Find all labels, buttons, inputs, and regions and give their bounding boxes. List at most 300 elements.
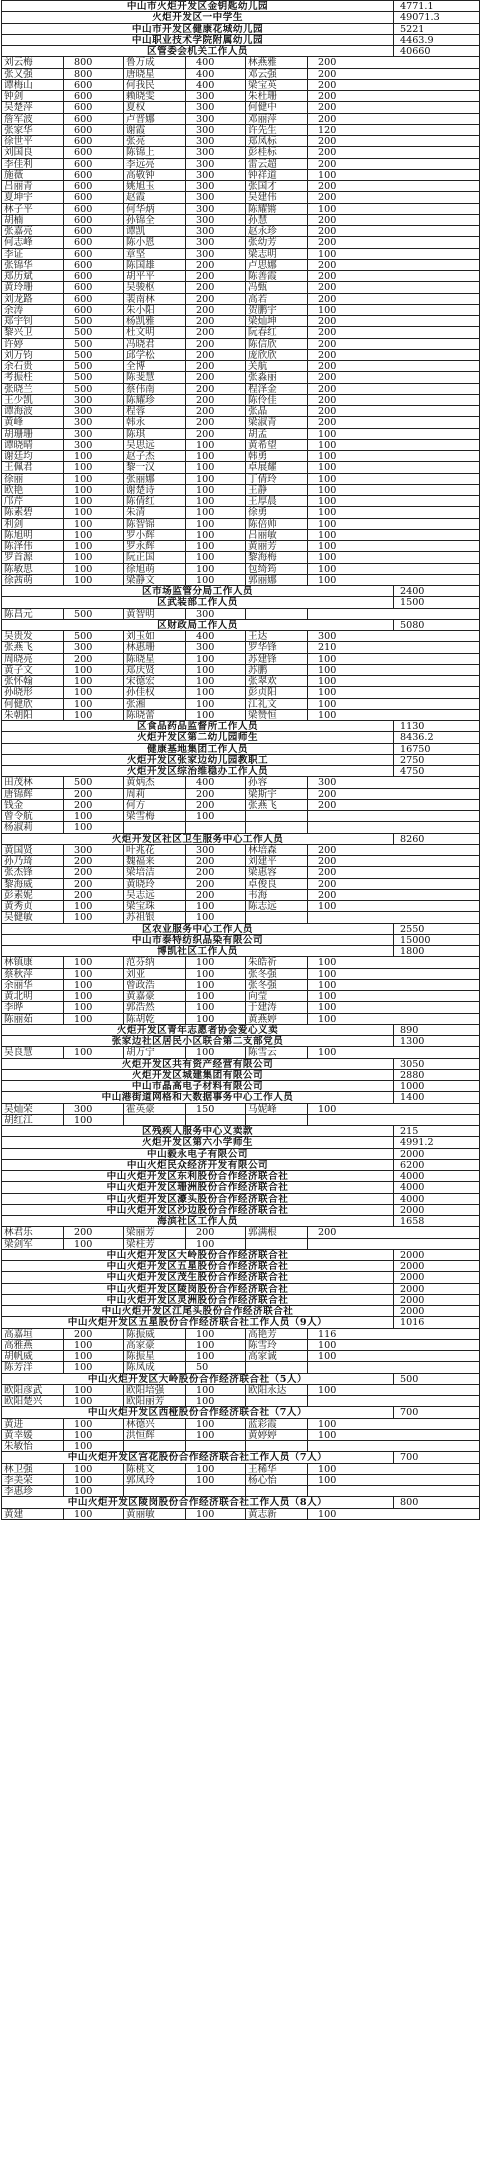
donation-amount: 200 <box>308 271 480 281</box>
donor-name: 林镇康 <box>2 957 64 967</box>
section-total: 500 <box>394 1374 480 1384</box>
donor-name: 吴建伟 <box>246 192 308 202</box>
donation-amount: 100 <box>186 957 246 967</box>
section-total: 1300 <box>394 1036 480 1046</box>
section-header-row <box>2 924 480 935</box>
section-header-row <box>2 1306 480 1317</box>
section-total: 4000 <box>394 1182 480 1192</box>
donor-name: 施薇 <box>2 170 64 180</box>
donation-amount: 200 <box>64 879 124 889</box>
donation-amount: 100 <box>186 1340 246 1350</box>
donor-name: 韦海 <box>246 890 308 900</box>
donor-name: 李晔 <box>2 1002 64 1012</box>
donor-name: 梁宝英 <box>246 80 308 90</box>
donor-name: 孙乃琦 <box>2 856 64 866</box>
section-header-row <box>2 1137 480 1148</box>
donor-name: 田茂林 <box>2 777 64 787</box>
donor-name: 李佳利 <box>2 159 64 169</box>
donor-name: 谭晓晴 <box>2 440 64 450</box>
donation-amount: 200 <box>186 879 246 889</box>
donation-amount: 100 <box>64 1002 124 1012</box>
donation-amount: 100 <box>186 969 246 979</box>
donation-amount: 100 <box>186 440 246 450</box>
donor-name: 关航 <box>246 361 308 371</box>
section-header-row <box>2 721 480 732</box>
section-title: 中山火炬开发区大岭股份合作经济联合社 <box>2 1250 394 1260</box>
table-row <box>2 451 480 462</box>
table-row <box>2 125 480 136</box>
donation-amount: 600 <box>64 91 124 101</box>
donation-amount: 100 <box>308 575 480 585</box>
donation-amount: 100 <box>64 710 124 720</box>
donor-name: 陈信欣 <box>246 339 308 349</box>
table-row <box>2 384 480 395</box>
donation-amount: 200 <box>308 339 480 349</box>
donor-name: 吕丽敏 <box>246 530 308 540</box>
donation-amount: 100 <box>64 1486 124 1496</box>
donor-name: 邓丽萍 <box>246 114 308 124</box>
table-row <box>2 1340 480 1351</box>
section-total: 2550 <box>394 924 480 934</box>
donor-name: 张丽娜 <box>124 474 186 484</box>
donation-amount: 100 <box>308 1014 480 1024</box>
donor-name: 陈桃文 <box>124 1464 186 1474</box>
section-total: 2000 <box>394 1306 480 1316</box>
donation-amount: 100 <box>186 1396 246 1406</box>
donation-amount: 200 <box>186 316 246 326</box>
donation-amount: 100 <box>64 485 124 495</box>
donor-name: 赵霞 <box>124 192 186 202</box>
donor-name: 刘云梅 <box>2 57 64 67</box>
donor-name: 梁静文 <box>124 575 186 585</box>
donor-name: 郑庆贤 <box>124 665 186 675</box>
table-row <box>2 339 480 350</box>
section-title: 中山毅永电子有限公司 <box>2 1149 394 1159</box>
donor-name: 向莹 <box>246 991 308 1001</box>
donation-amount: 200 <box>308 159 480 169</box>
section-total: 215 <box>394 1126 480 1136</box>
section-title: 中山市晶高电子材料有限公司 <box>2 1081 394 1091</box>
donor-name: 吴思远 <box>124 440 186 450</box>
donation-amount: 100 <box>186 699 246 709</box>
section-header-row <box>2 1374 480 1385</box>
donation-amount: 100 <box>186 552 246 562</box>
table-row <box>2 676 480 687</box>
donor-name: 朱小阳 <box>124 305 186 315</box>
table-row <box>2 519 480 530</box>
donor-name: 苏祖银 <box>124 912 186 922</box>
donor-name: 徐茜萌 <box>2 575 64 585</box>
donation-amount: 100 <box>308 530 480 540</box>
donor-name: 吴良慧 <box>2 1047 64 1057</box>
donor-name: 黎海梅 <box>246 552 308 562</box>
donor-name: 陈昌元 <box>2 609 64 619</box>
donation-amount: 100 <box>186 1419 246 1429</box>
donation-amount: 100 <box>308 687 480 697</box>
donation-amount: 200 <box>308 260 480 270</box>
donor-name: 梁宝珠 <box>124 901 186 911</box>
donation-amount: 100 <box>64 1441 124 1451</box>
section-total: 2000 <box>394 1295 480 1305</box>
donor-name: 黄晓玲 <box>124 879 186 889</box>
section-header-row <box>2 946 480 957</box>
donation-amount: 200 <box>308 136 480 146</box>
section-header-row <box>2 1025 480 1036</box>
donor-name: 郭丽娜 <box>246 575 308 585</box>
table-row <box>2 665 480 676</box>
donor-name: 孙佳权 <box>124 687 186 697</box>
donation-amount: 100 <box>308 1464 480 1474</box>
donation-amount: 500 <box>64 372 124 382</box>
donation-amount: 300 <box>186 181 246 191</box>
donation-amount: 200 <box>64 856 124 866</box>
donation-amount: 500 <box>64 631 124 641</box>
donation-amount: 300 <box>64 406 124 416</box>
donor-name: 刘龙路 <box>2 294 64 304</box>
donor-name: 朱皓祈 <box>246 957 308 967</box>
donation-amount <box>186 822 246 832</box>
table-row <box>2 957 480 968</box>
section-title: 中山火炬开发区陵岗股份合作经济联合社 <box>2 1284 394 1294</box>
donation-amount: 600 <box>64 125 124 135</box>
donation-amount: 300 <box>308 631 480 641</box>
table-row <box>2 530 480 541</box>
donor-name: 黄子文 <box>2 665 64 675</box>
table-row <box>2 417 480 428</box>
table-row <box>2 1441 480 1452</box>
donation-amount <box>308 1239 480 1249</box>
donor-name <box>246 1396 308 1406</box>
section-total: 2000 <box>394 1272 480 1282</box>
donation-amount: 300 <box>64 417 124 427</box>
table-row <box>2 1486 480 1497</box>
donor-name: 陈泽伟 <box>2 541 64 551</box>
donor-name: 雷云超 <box>246 159 308 169</box>
donation-amount: 200 <box>308 192 480 202</box>
donor-name <box>124 1441 186 1451</box>
donor-name: 杜文明 <box>124 327 186 337</box>
donation-amount: 100 <box>308 1351 480 1361</box>
donor-name: 鲁万成 <box>124 57 186 67</box>
donation-amount: 800 <box>64 69 124 79</box>
section-total: 700 <box>394 1407 480 1417</box>
donation-amount: 100 <box>308 676 480 686</box>
donation-amount: 200 <box>186 282 246 292</box>
section-total: 8260 <box>394 834 480 844</box>
donation-amount: 200 <box>186 294 246 304</box>
section-title: 中山火炬开发区灵洲股份合作经济联合社 <box>2 1295 394 1305</box>
section-total: 1000 <box>394 1081 480 1091</box>
section-header-row <box>2 1059 480 1070</box>
donation-amount: 100 <box>64 552 124 562</box>
donor-name: 陈志远 <box>246 901 308 911</box>
section-total: 2000 <box>394 1284 480 1294</box>
donation-amount: 100 <box>308 451 480 461</box>
donation-amount: 100 <box>64 1509 124 1519</box>
donor-name <box>124 822 186 832</box>
donation-amount: 100 <box>64 687 124 697</box>
section-title: 中山火炬开发区五星股份合作经济联合社 <box>2 1261 394 1271</box>
section-header-row <box>2 1452 480 1463</box>
donation-amount: 100 <box>186 462 246 472</box>
table-row <box>2 305 480 316</box>
donation-amount: 100 <box>186 676 246 686</box>
donor-name: 张幼芳 <box>246 237 308 247</box>
donor-name: 吴灿荣 <box>2 1104 64 1114</box>
donor-name: 陈倍帅 <box>246 519 308 529</box>
section-header-row <box>2 732 480 743</box>
donation-amount: 100 <box>308 901 480 911</box>
donor-name: 罗首源 <box>2 552 64 562</box>
donation-amount: 200 <box>186 339 246 349</box>
donor-name: 曾政浩 <box>124 980 186 990</box>
table-row <box>2 1329 480 1340</box>
donor-name: 洪恒辉 <box>124 1430 186 1440</box>
donor-name: 梁志明 <box>246 249 308 259</box>
section-total: 40660 <box>394 46 480 56</box>
table-row <box>2 496 480 507</box>
donor-name: 梁灿坤 <box>246 316 308 326</box>
donation-amount: 100 <box>186 451 246 461</box>
donation-amount: 100 <box>186 654 246 664</box>
donation-amount: 100 <box>308 1430 480 1440</box>
donor-name: 陈伶佳 <box>246 395 308 405</box>
section-title: 海滨社区工作人员 <box>2 1216 394 1226</box>
donor-name: 陈耀锵 <box>246 204 308 214</box>
donation-amount: 100 <box>186 1047 246 1057</box>
table-row <box>2 991 480 1002</box>
donor-name: 叶兆花 <box>124 845 186 855</box>
donation-amount: 100 <box>308 564 480 574</box>
donor-name: 胡平平 <box>124 271 186 281</box>
section-title: 区管委会机关工作人员 <box>2 46 394 56</box>
table-row <box>2 69 480 80</box>
donor-name: 张燕飞 <box>246 800 308 810</box>
donor-name: 于建涛 <box>246 1002 308 1012</box>
donor-name: 吴志远 <box>124 890 186 900</box>
donation-amount: 600 <box>64 136 124 146</box>
donation-amount: 300 <box>64 395 124 405</box>
section-total: 5221 <box>394 24 480 34</box>
donation-amount: 200 <box>308 800 480 810</box>
donation-amount: 800 <box>64 57 124 67</box>
donation-amount: 100 <box>64 1115 124 1125</box>
table-row <box>2 1475 480 1486</box>
donation-amount: 500 <box>64 609 124 619</box>
donor-name: 陈振星 <box>124 1351 186 1361</box>
section-header-row <box>2 1216 480 1227</box>
donor-name: 赵子杰 <box>124 451 186 461</box>
table-row <box>2 1464 480 1475</box>
donor-name: 邓云强 <box>246 69 308 79</box>
donation-amount: 100 <box>308 1385 480 1395</box>
donor-name: 余涛 <box>2 305 64 315</box>
donation-amount: 300 <box>186 609 246 619</box>
donation-amount: 200 <box>308 282 480 292</box>
donation-amount: 200 <box>186 856 246 866</box>
section-total: 2000 <box>394 1250 480 1260</box>
section-title: 中山火炬开发区沙边股份合作经济联合社 <box>2 1205 394 1215</box>
table-row <box>2 485 480 496</box>
donor-name: 陈斐慧 <box>124 372 186 382</box>
donation-amount: 100 <box>308 1509 480 1519</box>
section-title: 区财政局工作人员 <box>2 620 394 630</box>
donor-name: 冯甄 <box>246 282 308 292</box>
donation-amount: 200 <box>186 890 246 900</box>
section-header-row <box>2 620 480 631</box>
donation-amount: 300 <box>64 429 124 439</box>
section-total: 2000 <box>394 1205 480 1215</box>
table-row <box>2 980 480 991</box>
donation-amount: 100 <box>64 519 124 529</box>
donation-amount: 100 <box>64 1475 124 1485</box>
donor-name: 梁惠容 <box>246 867 308 877</box>
table-row <box>2 294 480 305</box>
donor-name: 唐晓星 <box>124 69 186 79</box>
donor-name: 黎兴卫 <box>2 327 64 337</box>
donor-name: 黎一汉 <box>124 462 186 472</box>
table-row <box>2 395 480 406</box>
table-row <box>2 114 480 125</box>
donation-amount: 200 <box>186 350 246 360</box>
donation-amount: 200 <box>186 271 246 281</box>
donor-name <box>246 912 308 922</box>
donor-name: 赖晓雯 <box>124 91 186 101</box>
donation-amount: 100 <box>186 912 246 922</box>
donor-name <box>124 1486 186 1496</box>
section-total: 2000 <box>394 1149 480 1159</box>
donor-name: 利剑 <box>2 519 64 529</box>
donation-amount: 600 <box>64 260 124 270</box>
donor-name: 孙晓形 <box>2 687 64 697</box>
section-title: 区残疾人服务中心义卖款 <box>2 1126 394 1136</box>
donation-amount: 600 <box>64 102 124 112</box>
table-row <box>2 181 480 192</box>
section-total: 16750 <box>394 744 480 754</box>
donor-name: 胡万宁 <box>124 1047 186 1057</box>
donation-amount: 400 <box>186 777 246 787</box>
donation-amount: 300 <box>186 159 246 169</box>
section-total: 4771.1 <box>394 1 480 11</box>
section-title: 中山火炬开发区宫花股份合作经济联合社工作人员（7人） <box>2 1452 394 1462</box>
section-title: 区食品药品监督所工作人员 <box>2 721 394 731</box>
section-title: 中山职业技术学院附属幼儿园 <box>2 35 394 45</box>
donation-amount: 200 <box>308 327 480 337</box>
donation-amount: 100 <box>64 1239 124 1249</box>
section-header-row <box>2 766 480 777</box>
section-title: 火炬开发区一中学生 <box>2 12 394 22</box>
donation-amount: 200 <box>308 417 480 427</box>
donor-name: 张晶 <box>246 406 308 416</box>
donation-amount: 100 <box>308 429 480 439</box>
section-header-row <box>2 1036 480 1047</box>
section-title: 区市场监管分局工作人员 <box>2 586 394 596</box>
donor-name: 朱朝阳 <box>2 710 64 720</box>
section-header-row <box>2 1295 480 1306</box>
donor-name: 谢廷均 <box>2 451 64 461</box>
donor-name: 高艳芳 <box>246 1329 308 1339</box>
section-header-row <box>2 1497 480 1508</box>
donation-amount: 500 <box>64 350 124 360</box>
section-title: 健康基地集团工作人员 <box>2 744 394 754</box>
donor-name: 夏坤宇 <box>2 192 64 202</box>
table-row <box>2 57 480 68</box>
donor-name: 谢楚诗 <box>124 485 186 495</box>
donor-name: 蔡秋萍 <box>2 969 64 979</box>
table-row <box>2 654 480 665</box>
section-title: 中山火炬开发区茂生股份合作经济联合社 <box>2 1272 394 1282</box>
donation-amount: 200 <box>64 1329 124 1339</box>
section-header-row <box>2 1284 480 1295</box>
donation-amount: 200 <box>186 327 246 337</box>
donor-name: 黄峰 <box>2 417 64 427</box>
donor-name: 苏鹏 <box>246 665 308 675</box>
section-total: 1500 <box>394 597 480 607</box>
table-row <box>2 609 480 620</box>
section-title: 中山市泰特纺织品染有限公司 <box>2 935 394 945</box>
section-title: 区武装部工作人员 <box>2 597 394 607</box>
donor-name: 庞欣欣 <box>246 350 308 360</box>
table-row <box>2 271 480 282</box>
section-total: 700 <box>394 1452 480 1462</box>
section-header-row <box>2 1205 480 1216</box>
donation-amount: 100 <box>186 1430 246 1440</box>
donor-name: 梁淑青 <box>246 417 308 427</box>
donation-amount: 100 <box>186 1329 246 1339</box>
donor-name: 许先生 <box>246 125 308 135</box>
donor-name: 刘建平 <box>246 856 308 866</box>
donation-amount: 200 <box>308 789 480 799</box>
donation-amount: 200 <box>308 406 480 416</box>
donation-amount: 200 <box>308 215 480 225</box>
section-title: 中山火炬开发区东利股份合作经济联合社 <box>2 1171 394 1181</box>
table-row <box>2 789 480 800</box>
section-title: 火炬开发区社区卫生服务中心工作人员 <box>2 834 394 844</box>
donation-amount: 200 <box>308 294 480 304</box>
donation-amount: 200 <box>308 237 480 247</box>
donor-name: 范芬纳 <box>124 957 186 967</box>
donation-amount: 100 <box>308 519 480 529</box>
donor-name <box>246 609 308 619</box>
donation-amount: 100 <box>186 687 246 697</box>
table-row <box>2 575 480 586</box>
donor-name: 程蓉 <box>124 406 186 416</box>
donor-name: 卓展耀 <box>246 462 308 472</box>
donation-amount: 300 <box>186 845 246 855</box>
table-row <box>2 372 480 383</box>
donation-amount: 600 <box>64 294 124 304</box>
donation-amount: 100 <box>64 1464 124 1474</box>
donor-name: 丁倩玲 <box>246 474 308 484</box>
donation-amount: 100 <box>308 665 480 675</box>
donation-amount: 200 <box>308 69 480 79</box>
donor-name: 陈丽茹 <box>2 1014 64 1024</box>
section-title: 中山市开发区健康花城幼儿园 <box>2 24 394 34</box>
table-row <box>2 552 480 563</box>
table-row <box>2 867 480 878</box>
donor-name: 杨心怡 <box>246 1475 308 1485</box>
donation-amount: 300 <box>64 440 124 450</box>
donation-amount: 100 <box>308 170 480 180</box>
donation-amount: 116 <box>308 1329 480 1339</box>
table-row <box>2 890 480 901</box>
section-title: 火炬开发区城建集团有限公司 <box>2 1070 394 1080</box>
section-header-row <box>2 755 480 766</box>
table-row <box>2 1430 480 1441</box>
donor-name: 周晓亮 <box>2 654 64 664</box>
donor-name: 林德兴 <box>124 1419 186 1429</box>
table-row <box>2 856 480 867</box>
